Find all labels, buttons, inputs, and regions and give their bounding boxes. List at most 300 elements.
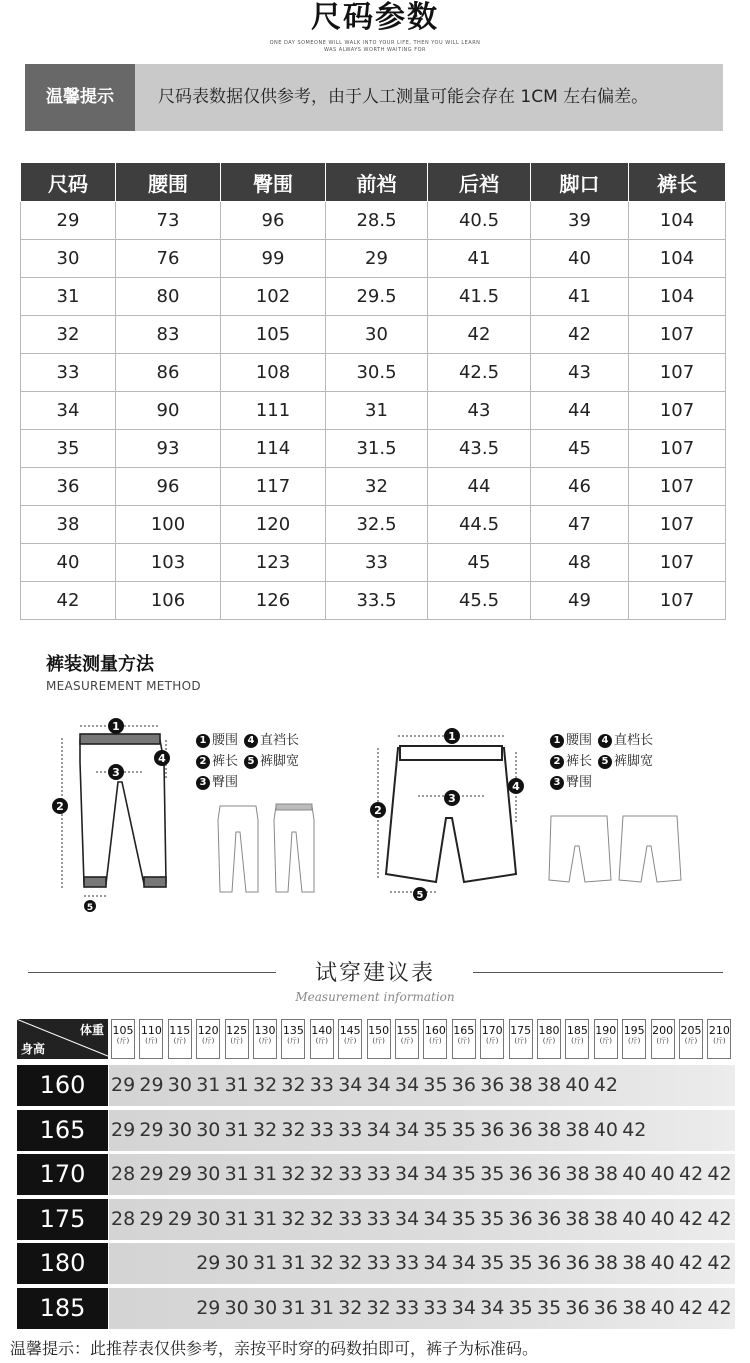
weight-value: 125 xyxy=(226,1024,248,1037)
table-cell: 123 xyxy=(221,544,326,582)
table-cell: 44 xyxy=(531,392,629,430)
table-cell: 33 xyxy=(21,354,116,392)
size-suggestion: 31 xyxy=(253,1252,278,1274)
size-suggestion: 31 xyxy=(224,1207,249,1230)
column-header: 前裆 xyxy=(326,163,428,202)
table-cell: 96 xyxy=(221,202,326,240)
table-cell: 104 xyxy=(629,240,726,278)
column-header: 脚口 xyxy=(531,163,629,202)
size-suggestion: 35 xyxy=(508,1296,533,1319)
table-cell: 107 xyxy=(629,430,726,468)
weight-unit: (斤) xyxy=(116,1037,130,1045)
shorts-thumbnails xyxy=(545,810,685,890)
table-cell: 93 xyxy=(116,430,221,468)
table-row xyxy=(21,430,726,468)
size-suggestion: 34 xyxy=(366,1074,391,1096)
size-suggestion: 34 xyxy=(395,1163,420,1185)
table-cell: 80 xyxy=(116,278,221,316)
table-cell: 107 xyxy=(629,354,726,392)
table-cell: 41 xyxy=(428,240,531,278)
size-suggestion: 34 xyxy=(480,1296,505,1319)
weight-value: 160 xyxy=(424,1024,446,1037)
column-header: 腰围 xyxy=(116,163,221,202)
weight-unit: (斤) xyxy=(287,1037,300,1045)
size-suggestion: 38 xyxy=(593,1163,618,1185)
legend-number: 1 xyxy=(196,734,210,748)
table-cell: 36 xyxy=(21,468,116,506)
notice-text: 尺码表数据仅供参考，由于人工测量可能会存在 1CM 左右偏差。 xyxy=(158,87,649,107)
size-table xyxy=(20,162,726,620)
marker-5: 5 xyxy=(416,890,424,901)
weight-unit: (斤) xyxy=(457,1037,471,1045)
size-suggestion: 33 xyxy=(309,1118,334,1141)
size-suggestion: 34 xyxy=(451,1296,476,1319)
size-suggestion: 33 xyxy=(423,1296,448,1319)
weight-unit: (斤) xyxy=(599,1037,613,1045)
table-cell: 29 xyxy=(326,240,428,278)
legend-label: 直档长 xyxy=(614,733,654,748)
table-cell: 47 xyxy=(531,506,629,544)
size-suggestion: 35 xyxy=(423,1074,448,1096)
table-cell: 45 xyxy=(428,544,531,582)
legend-label: 裤脚宽 xyxy=(614,754,654,769)
size-suggestion: 38 xyxy=(593,1207,618,1230)
size-suggestion: 40 xyxy=(650,1252,675,1274)
size-suggestion: 36 xyxy=(537,1252,562,1274)
table-cell: 107 xyxy=(629,468,726,506)
legend-long-pants xyxy=(196,730,299,793)
legend-number: 3 xyxy=(196,776,210,790)
size-suggestion: 33 xyxy=(395,1252,420,1274)
size-suggestion: 29 xyxy=(111,1074,136,1096)
size-suggestion: 28 xyxy=(111,1207,136,1230)
legend-number: 2 xyxy=(550,755,564,769)
weight-unit: (斤) xyxy=(372,1037,385,1045)
table-cell: 40 xyxy=(531,240,629,278)
height-label: 185 xyxy=(17,1288,108,1329)
size-suggestion: 35 xyxy=(480,1252,505,1274)
size-suggestion: 35 xyxy=(480,1207,505,1230)
table-row xyxy=(21,202,726,240)
table-cell: 105 xyxy=(221,316,326,354)
size-suggestion: 31 xyxy=(196,1074,221,1096)
size-suggestion: 29 xyxy=(139,1118,164,1141)
weight-column-header xyxy=(168,1019,192,1059)
size-suggestion: 40 xyxy=(565,1074,590,1096)
table-row xyxy=(21,316,726,354)
table-cell: 83 xyxy=(116,316,221,354)
weight-value: 110 xyxy=(140,1024,162,1037)
table-cell: 43 xyxy=(428,392,531,430)
weight-column-header xyxy=(423,1019,447,1059)
size-suggestion: 32 xyxy=(309,1252,334,1274)
table-row xyxy=(21,240,726,278)
size-suggestion: 33 xyxy=(338,1118,363,1141)
marker-4: 4 xyxy=(512,780,520,793)
weight-unit: (斤) xyxy=(173,1037,187,1045)
table-cell: 45.5 xyxy=(428,582,531,620)
weight-value: 155 xyxy=(396,1024,418,1037)
size-suggestion: 29 xyxy=(139,1207,164,1230)
weight-column-header xyxy=(338,1019,362,1059)
table-cell: 86 xyxy=(116,354,221,392)
size-suggestion: 35 xyxy=(508,1252,533,1274)
size-suggestion: 42 xyxy=(707,1207,732,1230)
table-cell: 30 xyxy=(21,240,116,278)
table-cell: 39 xyxy=(531,202,629,240)
notice-banner xyxy=(25,64,723,131)
weight-unit: (斤) xyxy=(514,1037,527,1045)
weight-value: 170 xyxy=(481,1024,503,1037)
table-cell: 117 xyxy=(221,468,326,506)
size-suggestion: 31 xyxy=(309,1296,334,1319)
size-suggestion: 32 xyxy=(253,1074,278,1096)
table-cell: 106 xyxy=(116,582,221,620)
size-suggestion: 42 xyxy=(679,1207,704,1230)
size-suggestion: 34 xyxy=(338,1074,363,1096)
size-suggestion: 33 xyxy=(395,1296,420,1319)
column-header: 裤长 xyxy=(629,163,726,202)
column-header: 臀围 xyxy=(221,163,326,202)
size-suggestion: 34 xyxy=(366,1118,391,1141)
size-suggestion: 35 xyxy=(451,1163,476,1185)
table-cell: 107 xyxy=(629,506,726,544)
weight-unit: (斤) xyxy=(258,1037,272,1045)
weight-value: 190 xyxy=(595,1024,617,1037)
weight-column-header xyxy=(310,1019,334,1059)
table-cell: 102 xyxy=(221,278,326,316)
size-suggestion: 29 xyxy=(139,1074,164,1096)
table-cell: 96 xyxy=(116,468,221,506)
marker-2: 2 xyxy=(374,804,382,817)
table-cell: 90 xyxy=(116,392,221,430)
weight-column-header xyxy=(594,1019,618,1059)
weight-unit: (斤) xyxy=(145,1037,158,1045)
subtitle-line-1: ONE DAY SOMEONE WILL WALK INTO YOUR LIFE, THEN YOU WILL LEARN xyxy=(269,40,481,46)
table-row xyxy=(21,506,726,544)
size-suggestion: 40 xyxy=(622,1163,647,1185)
table-cell: 46 xyxy=(531,468,629,506)
size-suggestion: 35 xyxy=(537,1296,562,1319)
table-cell: 44 xyxy=(428,468,531,506)
size-suggestion: 42 xyxy=(593,1074,618,1096)
size-suggestion: 32 xyxy=(309,1207,334,1230)
marker-3: 3 xyxy=(112,766,120,779)
table-cell: 40.5 xyxy=(428,202,531,240)
marker-5: 5 xyxy=(86,903,94,912)
weight-unit: (斤) xyxy=(485,1037,499,1045)
height-label: 180 xyxy=(17,1243,108,1284)
legend-label: 腰围 xyxy=(566,733,593,748)
size-suggestion: 34 xyxy=(423,1163,448,1185)
weight-value: 105 xyxy=(112,1024,134,1037)
size-suggestion: 29 xyxy=(196,1252,221,1274)
size-suggestion: 34 xyxy=(451,1252,476,1274)
table-cell: 30 xyxy=(326,316,428,354)
table-cell: 29.5 xyxy=(326,278,428,316)
corner-weight-label: 体重 xyxy=(79,1023,104,1037)
size-suggestion: 33 xyxy=(309,1074,334,1096)
weight-unit: (斤) xyxy=(230,1037,243,1045)
size-suggestion: 36 xyxy=(565,1252,590,1274)
size-suggestion: 35 xyxy=(423,1118,448,1141)
table-cell: 28.5 xyxy=(326,202,428,240)
size-suggestion: 29 xyxy=(139,1163,164,1185)
table-cell: 32.5 xyxy=(326,506,428,544)
legend-number: 5 xyxy=(244,755,258,769)
weight-value: 205 xyxy=(680,1024,702,1037)
size-suggestion: 42 xyxy=(707,1163,732,1185)
marker-1: 1 xyxy=(448,730,456,743)
weight-unit: (斤) xyxy=(400,1037,414,1045)
size-suggestion: 30 xyxy=(224,1296,249,1319)
size-suggestion: 34 xyxy=(395,1118,420,1141)
table-row xyxy=(21,582,726,620)
weight-column-header xyxy=(196,1019,220,1059)
size-suggestion: 42 xyxy=(707,1296,732,1319)
table-cell: 42.5 xyxy=(428,354,531,392)
size-suggestion: 30 xyxy=(224,1252,249,1274)
table-cell: 40 xyxy=(21,544,116,582)
size-suggestion: 32 xyxy=(281,1118,306,1141)
marker-3: 3 xyxy=(448,792,456,805)
table-cell: 31.5 xyxy=(326,430,428,468)
size-suggestion: 36 xyxy=(451,1074,476,1096)
size-suggestion: 29 xyxy=(167,1207,192,1230)
legend-number: 2 xyxy=(196,755,210,769)
corner-height-label: 身高 xyxy=(21,1042,46,1056)
size-suggestion: 38 xyxy=(537,1074,562,1096)
table-cell: 42 xyxy=(531,316,629,354)
table-cell: 99 xyxy=(221,240,326,278)
size-suggestion: 31 xyxy=(281,1252,306,1274)
table-cell: 107 xyxy=(629,582,726,620)
weight-value: 200 xyxy=(652,1024,674,1037)
size-suggestion: 32 xyxy=(253,1118,278,1141)
weight-column-header xyxy=(679,1019,703,1059)
table-cell: 33.5 xyxy=(326,582,428,620)
legend-row xyxy=(196,730,299,751)
size-suggestion: 36 xyxy=(508,1118,533,1141)
legend-row xyxy=(550,751,653,772)
size-suggestion: 38 xyxy=(565,1207,590,1230)
size-suggestion: 31 xyxy=(253,1163,278,1185)
weight-value: 140 xyxy=(311,1024,333,1037)
table-cell: 32 xyxy=(21,316,116,354)
table-cell: 43.5 xyxy=(428,430,531,468)
fit-table xyxy=(17,1019,735,1331)
weight-column-header xyxy=(225,1019,249,1059)
legend-shorts xyxy=(550,730,653,793)
size-suggestion: 34 xyxy=(395,1207,420,1230)
table-cell: 49 xyxy=(531,582,629,620)
table-row xyxy=(21,354,726,392)
weight-unit: (斤) xyxy=(542,1037,556,1045)
size-suggestion: 30 xyxy=(196,1118,221,1141)
size-suggestion: 32 xyxy=(338,1296,363,1319)
page-subtitle xyxy=(0,40,750,54)
size-suggestion: 32 xyxy=(281,1163,306,1185)
size-suggestion: 34 xyxy=(395,1074,420,1096)
table-cell: 29 xyxy=(21,202,116,240)
weight-column-header xyxy=(707,1019,731,1059)
table-cell: 104 xyxy=(629,202,726,240)
table-row xyxy=(21,392,726,430)
weight-unit: (斤) xyxy=(684,1037,698,1045)
legend-row xyxy=(550,772,653,793)
weight-value: 150 xyxy=(368,1024,390,1037)
table-cell: 38 xyxy=(21,506,116,544)
size-suggestion: 33 xyxy=(338,1207,363,1230)
fit-table-subtitle: Measurement information xyxy=(295,990,455,1004)
size-suggestion: 42 xyxy=(679,1252,704,1274)
weight-value: 175 xyxy=(510,1024,532,1037)
table-cell: 43 xyxy=(531,354,629,392)
table-cell: 104 xyxy=(629,278,726,316)
table-cell: 32 xyxy=(326,468,428,506)
size-suggestion: 29 xyxy=(167,1163,192,1185)
table-cell: 107 xyxy=(629,316,726,354)
table-cell: 107 xyxy=(629,544,726,582)
table-cell: 41.5 xyxy=(428,278,531,316)
weight-unit: (斤) xyxy=(315,1037,329,1045)
size-suggestion: 42 xyxy=(622,1118,647,1141)
size-suggestion: 36 xyxy=(508,1163,533,1185)
fit-table-corner xyxy=(17,1019,108,1059)
weight-column-header xyxy=(111,1019,135,1059)
size-suggestion: 35 xyxy=(451,1207,476,1230)
weight-value: 130 xyxy=(254,1024,276,1037)
measurement-title: 裤装测量方法 xyxy=(46,654,154,675)
column-header: 后裆 xyxy=(428,163,531,202)
size-suggestion: 36 xyxy=(480,1074,505,1096)
size-suggestion: 40 xyxy=(650,1296,675,1319)
legend-label: 裤脚宽 xyxy=(260,754,300,769)
size-suggestion: 28 xyxy=(111,1163,136,1185)
long-pants-diagram xyxy=(40,712,180,912)
weight-column-header xyxy=(509,1019,533,1059)
table-cell: 42 xyxy=(21,582,116,620)
size-suggestion: 30 xyxy=(196,1163,221,1185)
height-label: 170 xyxy=(17,1154,108,1195)
size-suggestion: 31 xyxy=(224,1074,249,1096)
size-suggestion: 42 xyxy=(679,1296,704,1319)
table-row xyxy=(21,544,726,582)
table-cell: 31 xyxy=(21,278,116,316)
weight-value: 145 xyxy=(339,1024,361,1037)
size-suggestion: 32 xyxy=(281,1207,306,1230)
legend-label: 臀围 xyxy=(212,775,239,790)
table-cell: 31 xyxy=(326,392,428,430)
size-suggestion: 36 xyxy=(508,1207,533,1230)
weight-unit: (斤) xyxy=(571,1037,584,1045)
weight-column-header xyxy=(480,1019,504,1059)
weight-column-header xyxy=(367,1019,391,1059)
table-row xyxy=(21,468,726,506)
weight-column-header xyxy=(139,1019,163,1059)
height-label: 175 xyxy=(17,1199,108,1240)
table-cell: 107 xyxy=(629,392,726,430)
marker-4: 4 xyxy=(158,752,166,765)
size-suggestion: 38 xyxy=(565,1163,590,1185)
marker-1: 1 xyxy=(112,720,120,733)
weight-column-header xyxy=(565,1019,589,1059)
weight-value: 210 xyxy=(708,1024,730,1037)
legend-label: 腰围 xyxy=(212,733,239,748)
table-cell: 30.5 xyxy=(326,354,428,392)
weight-column-header xyxy=(395,1019,419,1059)
size-suggestion: 42 xyxy=(707,1252,732,1274)
weight-unit: (斤) xyxy=(713,1037,726,1045)
size-suggestion: 32 xyxy=(281,1074,306,1096)
size-suggestion: 40 xyxy=(650,1163,675,1185)
size-suggestion: 40 xyxy=(593,1118,618,1141)
weight-value: 135 xyxy=(282,1024,304,1037)
size-suggestion: 38 xyxy=(593,1252,618,1274)
size-suggestion: 30 xyxy=(167,1074,192,1096)
size-suggestion: 31 xyxy=(281,1296,306,1319)
weight-column-header xyxy=(537,1019,561,1059)
weight-unit: (斤) xyxy=(201,1037,215,1045)
size-suggestion: 31 xyxy=(253,1207,278,1230)
size-suggestion: 30 xyxy=(253,1296,278,1319)
legend-number: 4 xyxy=(598,734,612,748)
legend-number: 4 xyxy=(244,734,258,748)
size-suggestion: 36 xyxy=(565,1296,590,1319)
size-suggestion: 35 xyxy=(480,1163,505,1185)
legend-label: 裤长 xyxy=(212,754,239,769)
legend-label: 裤长 xyxy=(566,754,593,769)
weight-value: 165 xyxy=(453,1024,475,1037)
height-label: 165 xyxy=(17,1110,108,1151)
legend-row xyxy=(196,751,299,772)
table-cell: 45 xyxy=(531,430,629,468)
legend-number: 3 xyxy=(550,776,564,790)
size-suggestion: 36 xyxy=(593,1296,618,1319)
table-cell: 114 xyxy=(221,430,326,468)
table-cell: 126 xyxy=(221,582,326,620)
weight-column-header xyxy=(281,1019,305,1059)
table-cell: 48 xyxy=(531,544,629,582)
weight-column-header xyxy=(452,1019,476,1059)
legend-row xyxy=(196,772,299,793)
weight-value: 180 xyxy=(538,1024,560,1037)
legend-label: 直裆长 xyxy=(260,733,300,748)
size-suggestion: 33 xyxy=(366,1252,391,1274)
legend-number: 5 xyxy=(598,755,612,769)
size-suggestion: 35 xyxy=(451,1118,476,1141)
fit-table-title: 试穿建议表 xyxy=(314,961,435,986)
table-cell: 108 xyxy=(221,354,326,392)
weight-value: 115 xyxy=(169,1024,191,1037)
weight-column-header xyxy=(622,1019,646,1059)
size-suggestion: 31 xyxy=(224,1118,249,1141)
table-cell: 73 xyxy=(116,202,221,240)
size-suggestion: 40 xyxy=(622,1207,647,1230)
page-title: 尺码参数 xyxy=(311,0,439,35)
table-cell: 120 xyxy=(221,506,326,544)
size-suggestion: 32 xyxy=(338,1252,363,1274)
shorts-diagram xyxy=(368,722,533,912)
weight-unit: (斤) xyxy=(627,1037,641,1045)
weight-unit: (斤) xyxy=(656,1037,669,1045)
size-suggestion: 34 xyxy=(423,1207,448,1230)
table-cell: 42 xyxy=(428,316,531,354)
size-suggestion: 38 xyxy=(622,1296,647,1319)
weight-column-header xyxy=(253,1019,277,1059)
size-suggestion: 42 xyxy=(679,1163,704,1185)
size-suggestion: 31 xyxy=(224,1163,249,1185)
